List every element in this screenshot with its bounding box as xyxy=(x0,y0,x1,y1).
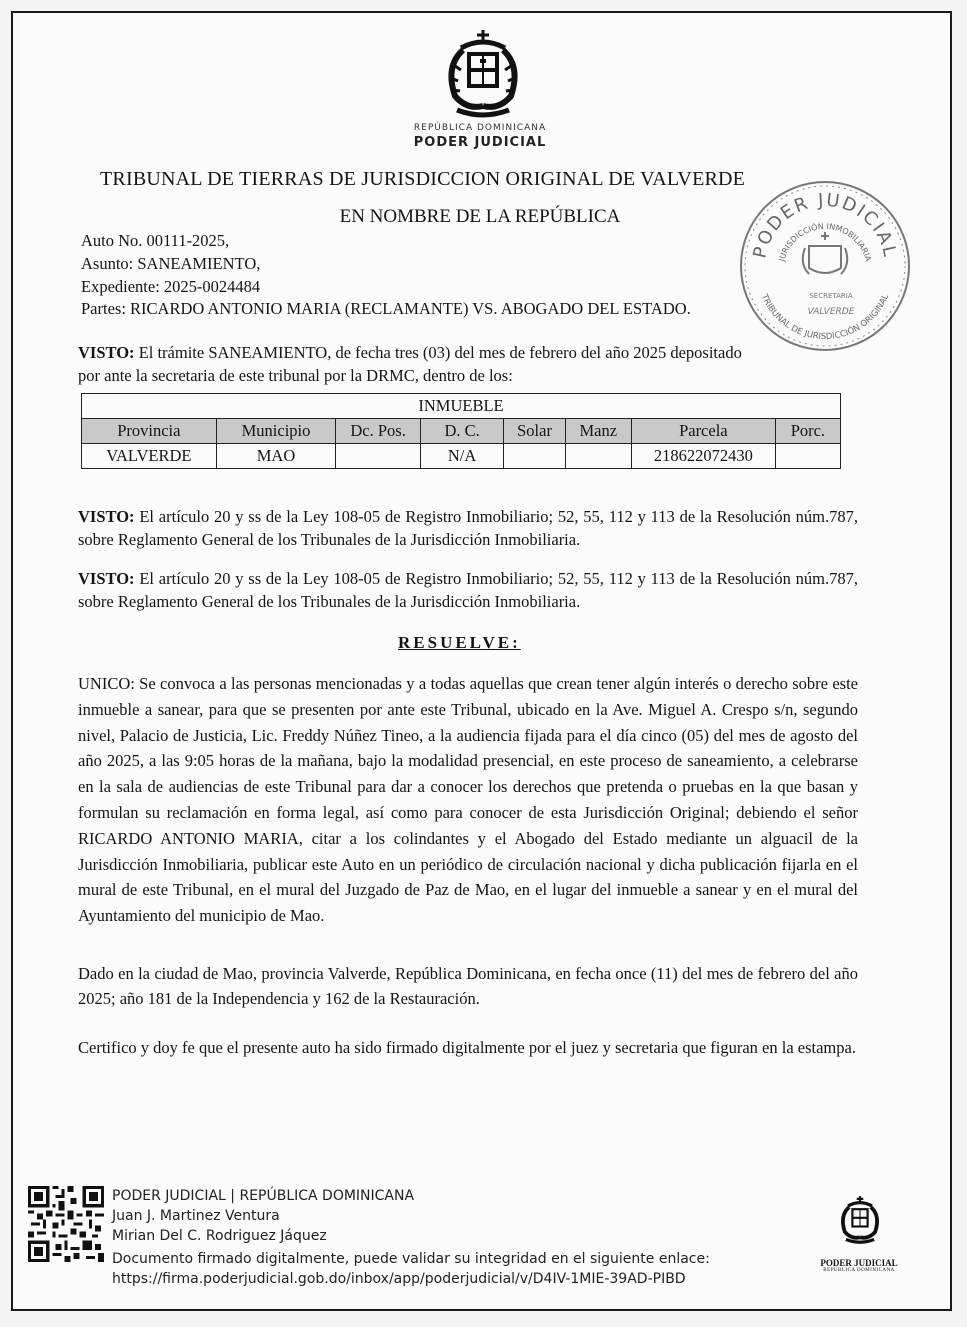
certifico-paragraph: Certifico y doy fe que el presente auto ha sido firmado digitalmente por el juez y secretaria que figuran en la estampa. xyxy=(78,1038,856,1057)
partes: Partes: RICARDO ANTONIO MARIA (RECLAMANTE) VS. ABOGADO DEL ESTADO. xyxy=(81,299,691,318)
visto-paragraph-1 xyxy=(78,341,858,365)
col-manz: Manz xyxy=(565,419,631,444)
footer-logo-title: PODER JUDICIAL xyxy=(820,1258,898,1268)
footer-secretary: Mirian Del C. Rodriguez Jáquez xyxy=(112,1228,327,1244)
coat-of-arms-small-icon xyxy=(835,1194,885,1246)
col-dc-pos: Dc. Pos. xyxy=(336,419,421,444)
seal-top-text: PODER JUDICIAL xyxy=(749,189,901,261)
footer-judge: Juan J. Martinez Ventura xyxy=(112,1208,280,1224)
col-provincia: Provincia xyxy=(82,419,217,444)
seal-bottom-text: TRIBUNAL DE JURISDICCIÓN ORIGINAL xyxy=(758,292,892,343)
footer-validation-link[interactable]: https://firma.poderjudicial.gob.do/inbox/app/poderjudicial/v/D4IV-1MIE-39AD-PIBD xyxy=(112,1271,686,1287)
cell-solar xyxy=(504,444,565,469)
unico-paragraph: UNICO: Se convoca a las personas mencionadas y a todas aquellas que crean tener algún interés o derecho sobre este inmueble a sanear, para que se presenten por ante este Tribunal, ubicado en la Ave. Miguel A. Crespo s/n, segundo nivel, Palacio de Justicia, Lic. Freddy Núñez Tineo, a la audiencia fijada para el día cinco (05) del mes de agosto del año 2025, a las 9:05 horas de la mañana, bajo la modalidad presencial, en este proceso de saneamiento, a celebrarse en la sala de audiencias de este Tribunal para dar a conocer los derechos que pretenda o pruebas en la que basan y formulan su reclamación en forma legal, así como para conocer de esta Jurisdicción Original; debiendo el señor RICARDO ANTONIO MARIA, citar a los colindantes y el Abogado del Estado mediante un alguacil de la Jurisdicción Inmobiliaria, publicar este Auto en un periódico de circulación nacional y dicha publicación fijarla en el mural de este Tribunal, en el mural del Juzgado de Paz de Mao, en el lugar del inmueble a sanear y en el mural del Ayuntamiento del municipio de Mao. xyxy=(78,674,858,926)
qr-code-icon xyxy=(28,1186,104,1262)
svg-text:JURISDICCIÓN INMOBILIARIA xyxy=(777,221,873,264)
cell-parcela: 218622072430 xyxy=(631,444,775,469)
cell-dc-pos xyxy=(336,444,421,469)
footer-logo-subtitle: REPÚBLICA DOMINICANA xyxy=(823,1268,895,1273)
dado-paragraph: Dado en la ciudad de Mao, provincia Valverde, República Dominicana, en fecha once (11) del mes de febrero del año 2025; año 181 de la Independencia y 162 de la Restauración. xyxy=(78,964,858,1008)
republica-label: REPÚBLICA DOMINICANA xyxy=(413,123,547,133)
visto-label: VISTO: xyxy=(78,569,135,588)
col-solar: Solar xyxy=(504,419,565,444)
col-porc: Porc. xyxy=(775,419,840,444)
visto-paragraph-2 xyxy=(78,505,858,551)
auto-number: Auto No. 00111-2025, xyxy=(81,231,230,250)
visto-label: VISTO: xyxy=(78,343,135,362)
table-row xyxy=(82,444,841,469)
inmueble-table xyxy=(81,393,841,469)
cell-dc: N/A xyxy=(420,444,504,469)
coat-of-arms-icon xyxy=(437,26,529,122)
resuelve-heading: RESUELVE: xyxy=(398,633,521,652)
col-parcela: Parcela xyxy=(631,419,775,444)
visto-3-text: El artículo 20 y ss de la Ley 108-05 de Registro Inmobiliario; 52, 55, 112 y 113 de la Resolución núm.787, sobre Reglamento General de los Tribunales de la Jurisdicción Inmobiliaria. xyxy=(78,569,858,611)
seal-emblem-icon xyxy=(803,232,848,274)
col-dc: D. C. xyxy=(420,419,504,444)
visto-1-line-2: por ante la secretaria de este tribunal por la DRMC, dentro de los: xyxy=(78,366,513,385)
cell-manz xyxy=(565,444,631,469)
footer-validation-text: Documento firmado digitalmente, puede validar su integridad en el siguiente enlace: xyxy=(112,1251,710,1267)
cell-porc xyxy=(775,444,840,469)
visto-2-text: El artículo 20 y ss de la Ley 108-05 de Registro Inmobiliario; 52, 55, 112 y 113 de la Resolución núm.787, sobre Reglamento General de los Tribunales de la Jurisdicción Inmobiliaria. xyxy=(78,507,858,549)
poder-judicial-label: PODER JUDICIAL xyxy=(413,135,547,150)
visto-1-line-1: El trámite SANEAMIENTO, de fecha tres (03) del mes de febrero del año 2025 depositado xyxy=(134,343,742,362)
cell-provincia: VALVERDE xyxy=(82,444,217,469)
table-caption: INMUEBLE xyxy=(82,394,841,419)
footer-line-1: PODER JUDICIAL | REPÚBLICA DOMINICANA xyxy=(112,1188,415,1204)
visto-paragraph-3 xyxy=(78,567,858,613)
expediente: Expediente: 2025-0024484 xyxy=(81,277,261,296)
asunto: Asunto: SANEAMIENTO, xyxy=(81,254,261,273)
nombre-republica: EN NOMBRE DE LA REPÚBLICA xyxy=(339,206,621,227)
tribunal-seal-stamp xyxy=(735,176,915,356)
seal-valverde: VALVERDE xyxy=(807,307,855,317)
visto-label: VISTO: xyxy=(78,507,135,526)
seal-inner-text: JURISDICCIÓN INMOBILIARIA xyxy=(777,221,873,263)
col-municipio: Municipio xyxy=(216,419,336,444)
tribunal-title: TRIBUNAL DE TIERRAS DE JURISDICCION ORIGINAL DE VALVERDE xyxy=(100,168,746,190)
seal-secretaria: SECRETARIA xyxy=(809,292,853,300)
cell-municipio: MAO xyxy=(216,444,336,469)
